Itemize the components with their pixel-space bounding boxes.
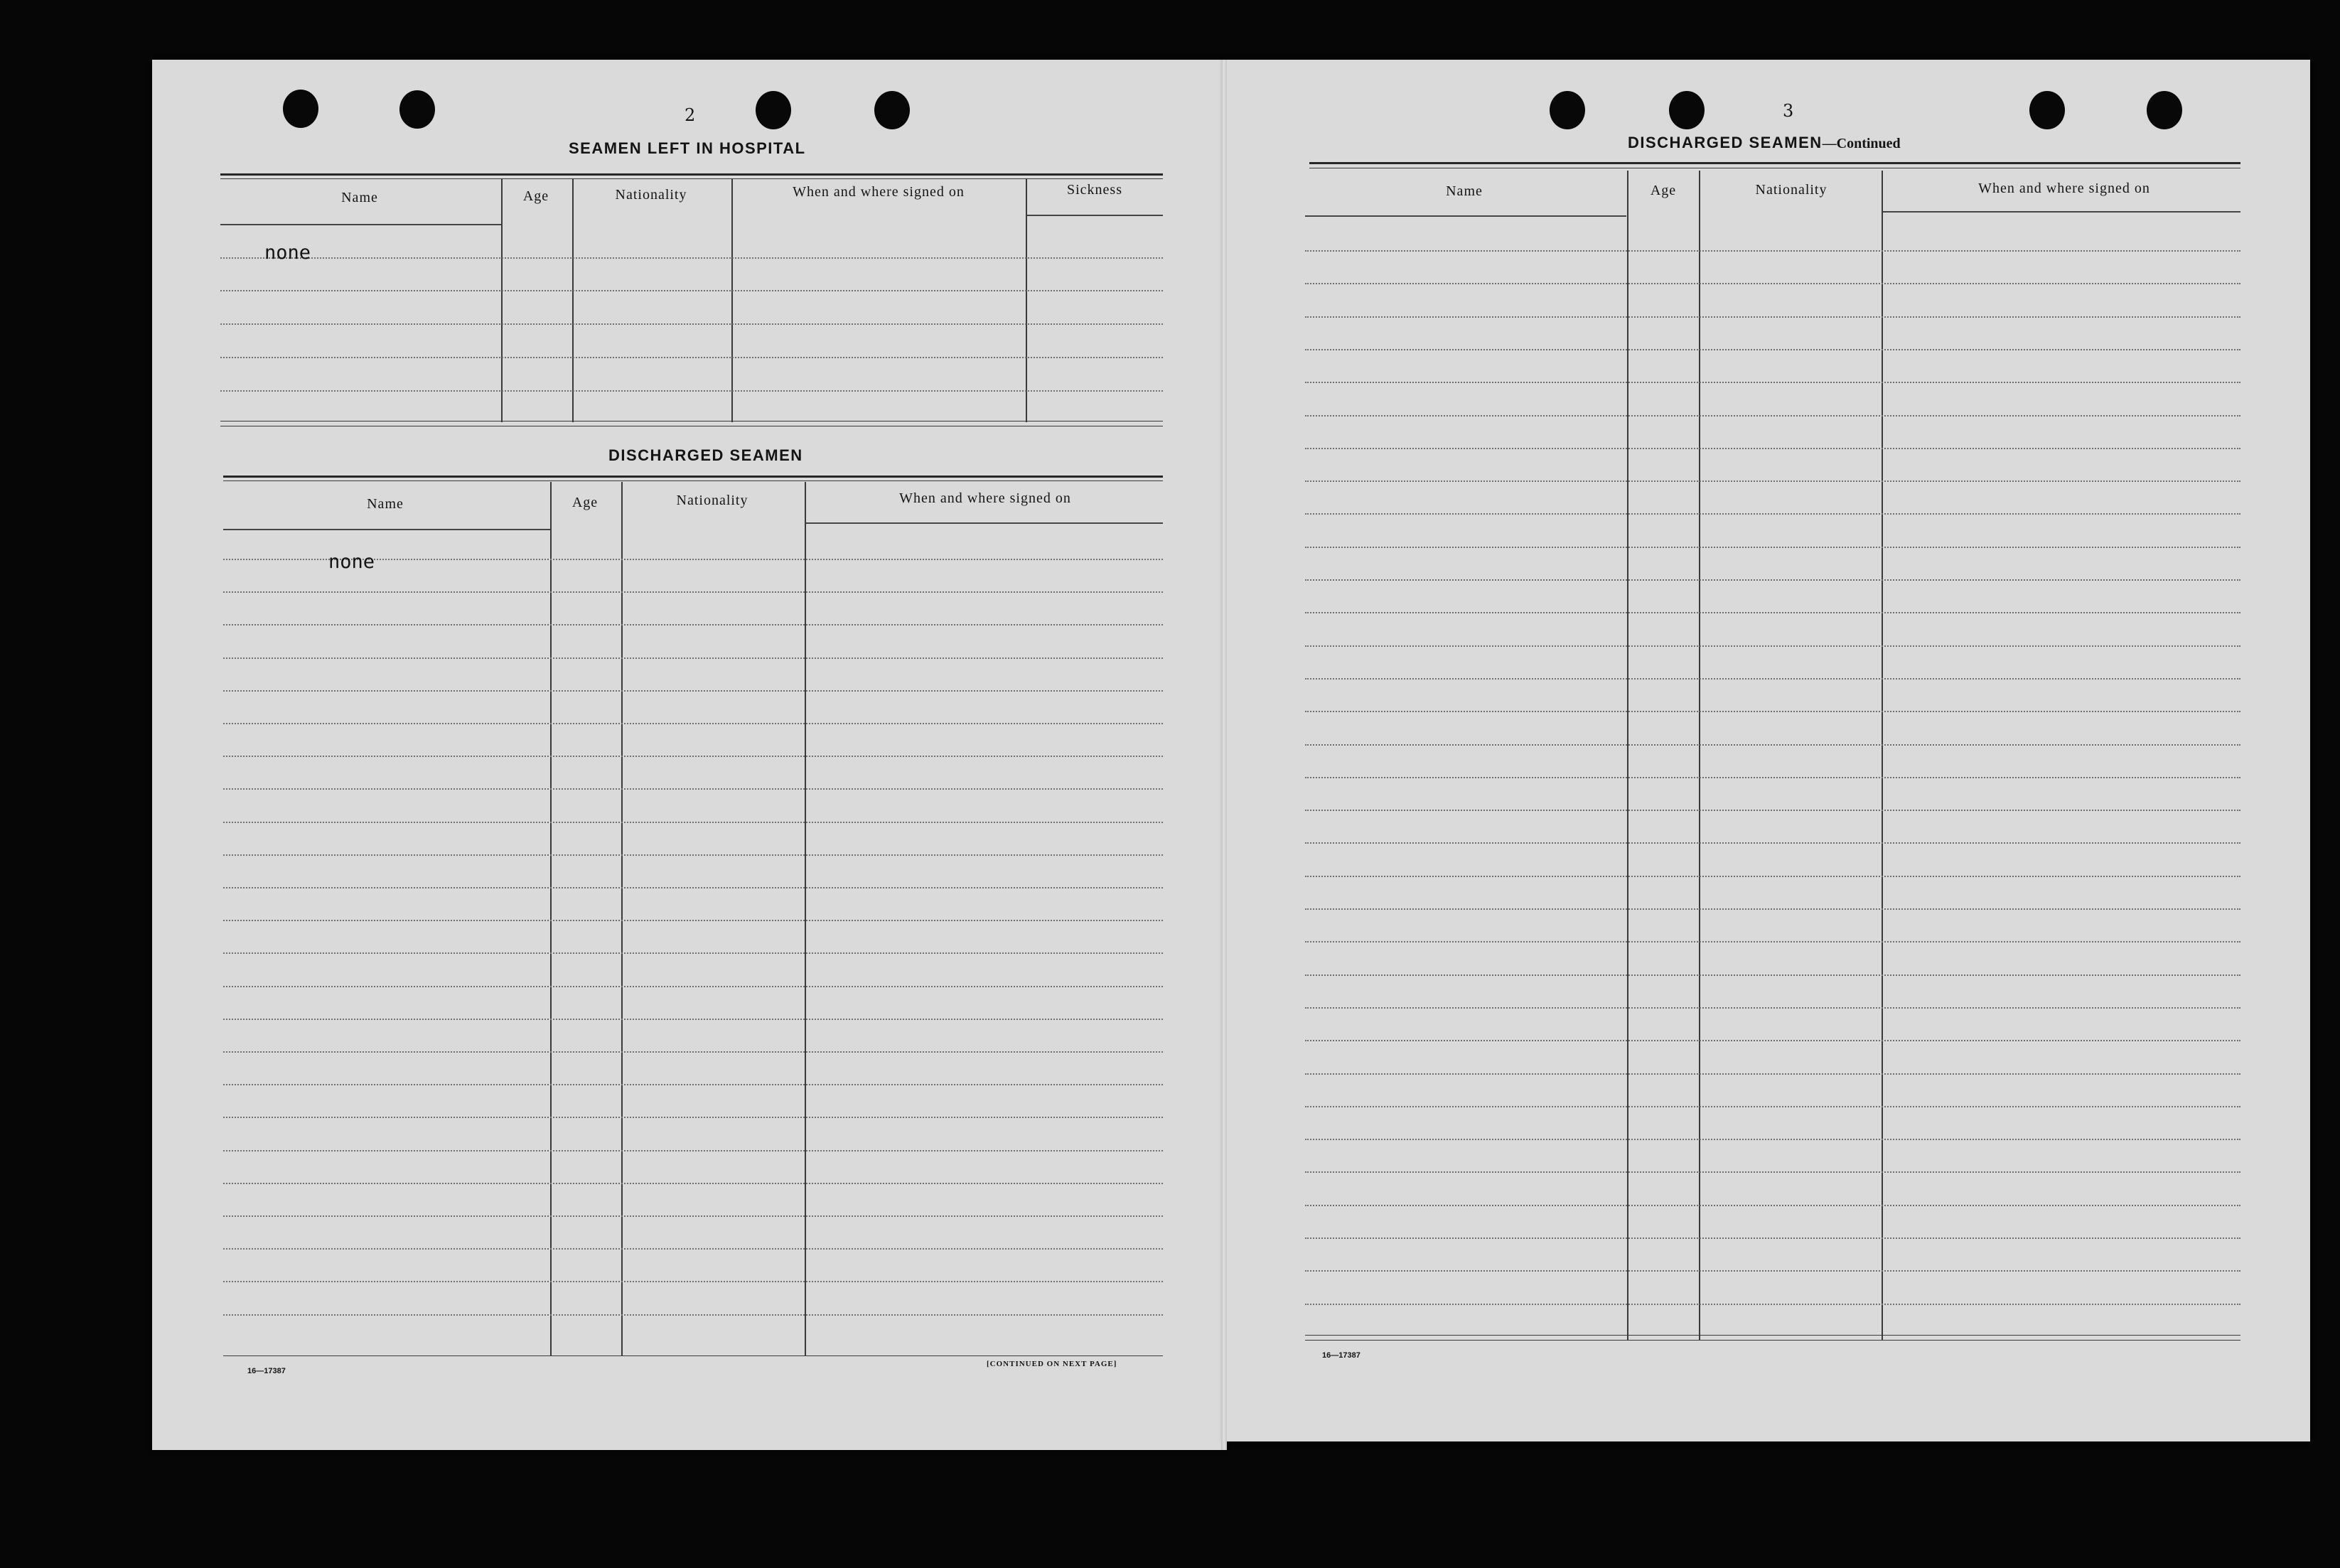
entry-line — [1305, 1171, 2240, 1173]
entry-line — [1305, 283, 2240, 284]
entry-line — [223, 1150, 1163, 1151]
entry-line — [1305, 415, 2240, 417]
column-divider — [1882, 171, 1883, 1341]
entry-line — [223, 723, 1163, 724]
table-bottom-rule — [1305, 1340, 2240, 1341]
entry-line — [1305, 1007, 2240, 1009]
table-top-rule — [220, 173, 1163, 176]
header-underline — [1882, 211, 2240, 213]
column-divider — [1699, 171, 1700, 1341]
entry-line — [223, 1051, 1163, 1053]
entry-line — [1305, 1237, 2240, 1239]
entry-line — [1305, 1270, 2240, 1272]
section-title-suffix: —Continued — [1822, 136, 1901, 151]
punch-hole — [2029, 91, 2065, 129]
entry-line — [1305, 645, 2240, 647]
entry-line — [220, 323, 1163, 325]
page-fold — [1221, 60, 1227, 1450]
entry-line — [1305, 974, 2240, 976]
column-divider — [805, 482, 806, 1356]
entry-line — [223, 788, 1163, 790]
column-divider — [501, 179, 503, 422]
punch-hole — [756, 91, 791, 129]
header-underline — [220, 224, 502, 225]
entry-line — [223, 624, 1163, 625]
entry-line — [1305, 382, 2240, 383]
punch-hole — [1669, 91, 1705, 129]
column-header-age: Age — [1650, 183, 1677, 198]
entry-line — [1305, 908, 2240, 910]
entry-line — [1305, 810, 2240, 811]
entry-line — [223, 1248, 1163, 1250]
form-code: 16—17387 — [1322, 1351, 1360, 1360]
entry-line — [220, 290, 1163, 291]
entry-line — [1305, 250, 2240, 252]
table-bottom-rule — [1305, 1335, 2240, 1336]
section-title-main: DISCHARGED SEAMEN — [1628, 134, 1823, 151]
column-divider — [1026, 179, 1027, 422]
column-header-age: Age — [571, 495, 599, 510]
column-divider — [621, 482, 623, 1356]
punch-hole — [283, 90, 318, 128]
entry-line — [1305, 1073, 2240, 1075]
column-header-sickness: Sickness — [1067, 182, 1122, 198]
entry-line — [1305, 579, 2240, 581]
entry-line — [223, 952, 1163, 954]
entry-line — [1305, 349, 2240, 350]
column-header-nationality: Nationality — [676, 493, 748, 508]
column-header-name: Name — [1446, 183, 1483, 199]
entry-line — [1305, 316, 2240, 318]
page-number: 2 — [685, 105, 696, 125]
entry-line — [1305, 941, 2240, 943]
entry-line — [1305, 777, 2240, 778]
header-underline — [805, 522, 1163, 524]
entry-line — [1305, 842, 2240, 844]
table-top-rule — [223, 476, 1163, 478]
entry-line — [223, 690, 1163, 692]
column-header-signed-on: When and where signed on — [899, 490, 1071, 506]
section-title: DISCHARGED SEAMEN — [608, 446, 803, 464]
right-form-page — [1224, 60, 2310, 1441]
page-number: 3 — [1783, 101, 1794, 121]
entry-line — [223, 986, 1163, 987]
column-header-nationality: Nationality — [615, 187, 687, 203]
column-header-name: Name — [341, 190, 378, 205]
entry-line — [220, 357, 1163, 358]
table-top-rule — [1309, 162, 2240, 164]
entry-line — [223, 1117, 1163, 1118]
table-bottom-rule — [223, 1355, 1163, 1356]
entry-line — [220, 390, 1163, 392]
punch-hole — [2147, 91, 2182, 129]
header-underline — [1026, 215, 1163, 216]
header-underline — [1305, 215, 1626, 217]
entry-line — [220, 257, 1163, 259]
entry-line — [223, 887, 1163, 888]
column-header-signed-on: When and where signed on — [793, 184, 965, 200]
column-divider — [1627, 171, 1628, 1341]
entry-line — [223, 1215, 1163, 1217]
entry-line — [1305, 678, 2240, 680]
entry-line — [1305, 612, 2240, 613]
entry-line — [1305, 1205, 2240, 1206]
entry-line — [223, 1019, 1163, 1020]
column-header-nationality: Nationality — [1755, 182, 1828, 198]
entry-line — [1305, 876, 2240, 877]
entry-line — [223, 920, 1163, 921]
entry-line — [1305, 711, 2240, 712]
entry-name: none — [264, 242, 311, 264]
form-code: 16—17387 — [247, 1367, 286, 1375]
entry-line — [1305, 1106, 2240, 1107]
continued-note: [CONTINUED ON NEXT PAGE] — [987, 1360, 1117, 1368]
entry-line — [223, 822, 1163, 823]
column-header-name: Name — [367, 496, 404, 512]
entry-line — [1305, 448, 2240, 449]
entry-line — [1305, 1304, 2240, 1305]
entry-line — [223, 657, 1163, 659]
entry-line — [1305, 1040, 2240, 1041]
entry-line — [223, 1084, 1163, 1085]
column-divider — [731, 179, 733, 422]
punch-hole — [1550, 91, 1585, 129]
column-divider — [572, 179, 574, 422]
table-top-rule — [220, 178, 1163, 179]
entry-line — [1305, 1139, 2240, 1140]
entry-line — [223, 854, 1163, 856]
left-form-page — [152, 60, 1225, 1450]
table-top-rule — [223, 480, 1163, 481]
column-divider — [550, 482, 552, 1356]
entry-line — [223, 1281, 1163, 1282]
entry-line — [1305, 480, 2240, 482]
entry-line — [223, 756, 1163, 757]
section-title: SEAMEN LEFT IN HOSPITAL — [569, 139, 806, 157]
entry-line — [1305, 547, 2240, 548]
entry-line — [223, 591, 1163, 593]
entry-line — [223, 1314, 1163, 1316]
entry-line — [223, 1183, 1163, 1184]
section-title — [1628, 134, 1901, 152]
entry-name: none — [328, 551, 375, 573]
header-underline — [223, 529, 550, 530]
punch-hole — [874, 91, 910, 129]
punch-hole — [399, 90, 435, 129]
entry-line — [1305, 744, 2240, 746]
column-header-signed-on: When and where signed on — [1978, 181, 2150, 196]
column-header-age: Age — [522, 188, 549, 204]
entry-line — [1305, 513, 2240, 515]
